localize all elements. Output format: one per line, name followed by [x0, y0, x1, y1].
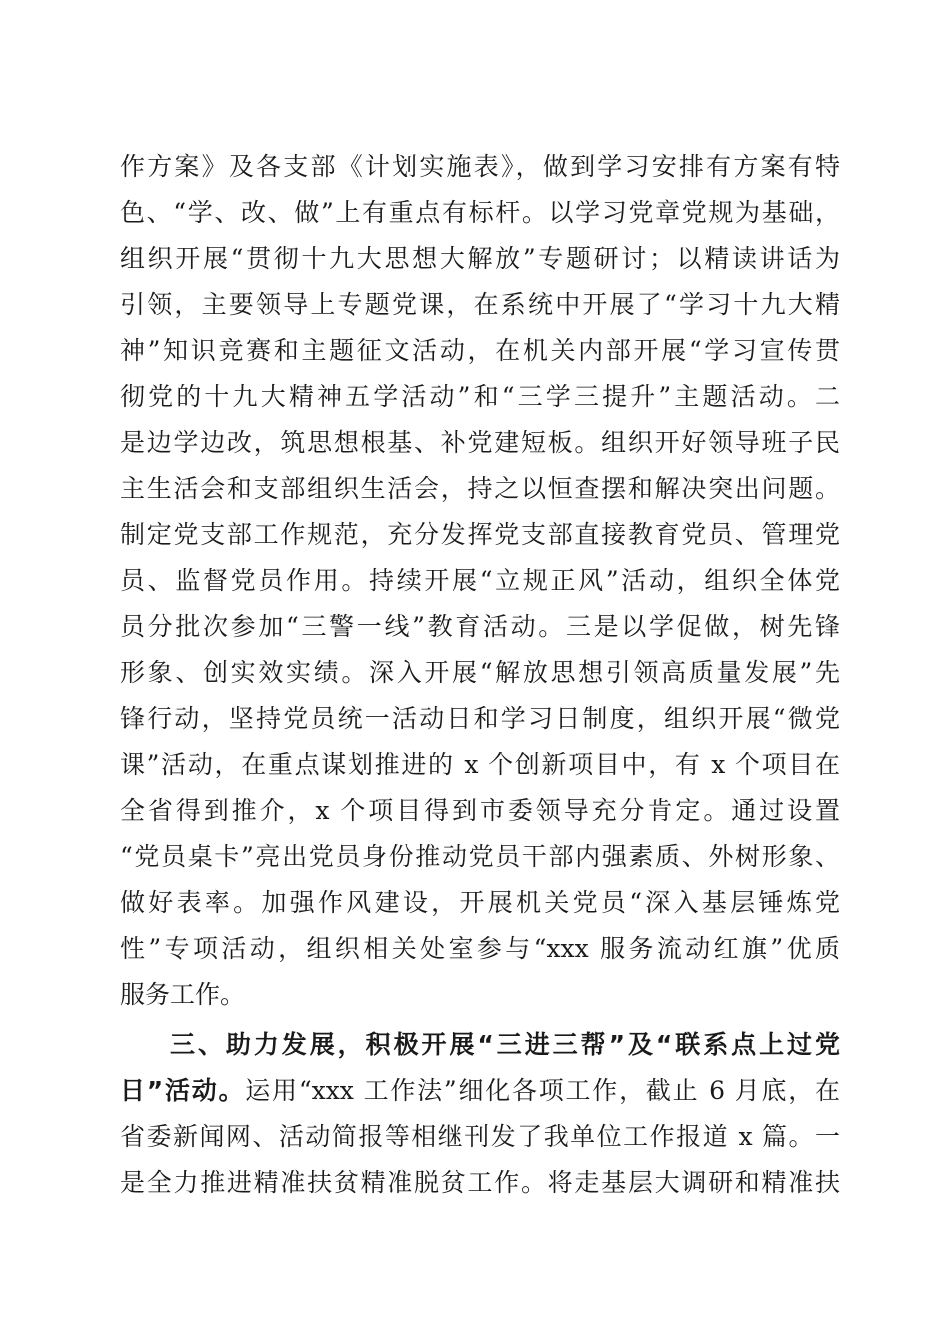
text-span: 运用“xxx 工作法”细化各项工作，截止 6 月底，在 [245, 1076, 841, 1105]
section-heading-end: 日”活动。 [120, 1076, 246, 1105]
text-line: 服务工作。 [120, 980, 246, 1009]
text-line: 组织开展“贯彻十九大思想大解放”专题研讨；以精读讲话为 [120, 244, 840, 273]
text-line: 引领，主要领导上专题党课，在系统中开展了“学习十九大精 [120, 290, 840, 319]
paragraph-2 [120, 1022, 840, 1206]
text-line: 色、“学、改、做”上有重点有标杆。以学习党章党规为基础， [120, 198, 840, 227]
text-line: 性”专项活动，组织相关处室参与“xxx 服务流动红旗”优质 [120, 934, 840, 963]
text-line: 是全力推进精准扶贫精准脱贫工作。将走基层大调研和精准扶 [120, 1168, 840, 1197]
text-line: 课”活动，在重点谋划推进的 x 个创新项目中，有 x 个项目在 [120, 750, 840, 779]
paragraph-1 [120, 144, 840, 1018]
text-line: 形象、创实效实绩。深入开展“解放思想引领高质量发展”先 [120, 658, 840, 687]
text-line: 员、监督党员作用。持续开展“立规正风”活动，组织全体党 [120, 566, 840, 595]
text-line: 省委新闻网、活动简报等相继刊发了我单位工作报道 x 篇。一 [120, 1122, 840, 1151]
text-line [120, 1068, 840, 1114]
text-line: “党员桌卡”亮出党员身份推动党员干部内强素质、外树形象、 [120, 842, 840, 871]
text-line: 彻党的十九大精神五学活动”和“三学三提升”主题活动。二 [120, 382, 840, 411]
text-line: 员分批次参加“三警一线”教育活动。三是以学促做，树先锋 [120, 612, 840, 641]
text-line: 全省得到推介，x 个项目得到市委领导充分肯定。通过设置 [120, 796, 840, 825]
text-line: 是边学边改，筑思想根基、补党建短板。组织开好领导班子民 [120, 428, 840, 457]
text-line: 主生活会和支部组织生活会，持之以恒查摆和解决突出问题。 [120, 474, 840, 503]
text-line: 制定党支部工作规范，充分发挥党支部直接教育党员、管理党 [120, 520, 840, 549]
body-text [120, 144, 840, 1206]
text-line: 锋行动，坚持党员统一活动日和学习日制度，组织开展“微党 [120, 704, 840, 733]
text-line: 作方案》及各支部《计划实施表》，做到学习安排有方案有特 [120, 152, 840, 181]
text-line: 做好表率。加强作风建设，开展机关党员“深入基层锤炼党 [120, 888, 840, 917]
section-heading: 三、助力发展，积极开展“三进三帮”及“联系点上过党 [170, 1030, 840, 1059]
text-line: 神”知识竞赛和主题征文活动，在机关内部开展“学习宣传贯 [120, 336, 840, 365]
